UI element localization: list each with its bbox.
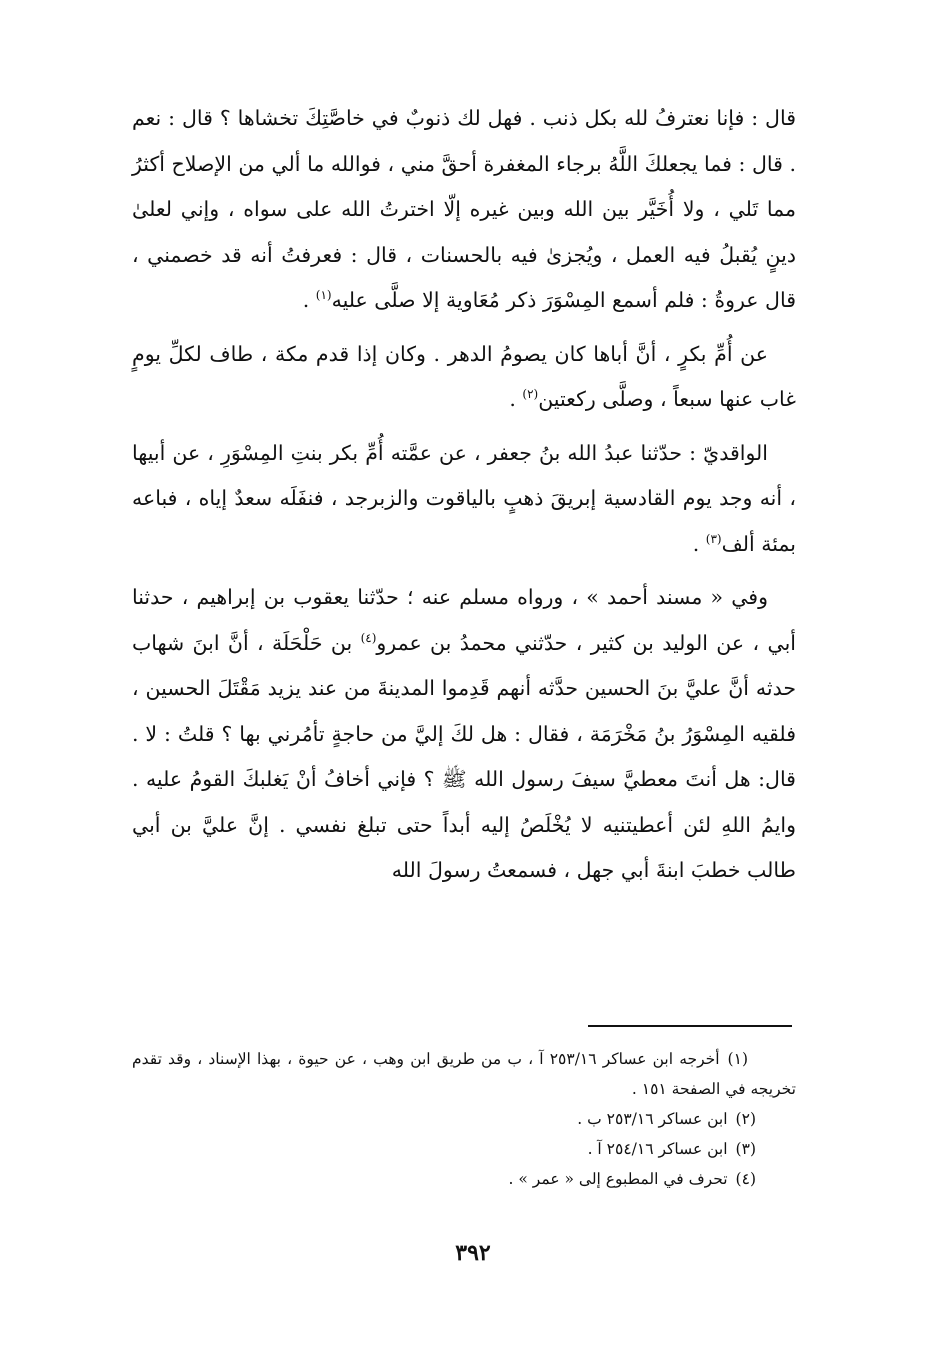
footnotes bbox=[132, 1044, 796, 1194]
paragraph-3-text: الواقديّ : حدّثنا عبدُ الله بنُ جعفر ، عن عمَّته أُمِّ بكر بنتِ المِسْوَرِ ، عن أبيها ، أنه وجد يوم القادسية إبريقَ ذهبٍ بالياقوت والزبرجد ، فنفَلَه سعدٌ إياه ، فباعه بمئة ألف bbox=[132, 440, 796, 556]
footnote-2-text: ابن عساكر ٢٥٣/١٦ ب . bbox=[577, 1110, 728, 1128]
footnote-divider bbox=[588, 1025, 792, 1027]
paragraph-1 bbox=[132, 96, 796, 324]
footnote-ref-4[interactable]: (٤) bbox=[360, 630, 377, 645]
footnote-3-number: (٣) bbox=[735, 1140, 756, 1158]
page-number: ٣٩٢ bbox=[455, 1240, 491, 1266]
main-text bbox=[132, 96, 796, 894]
footnote-2-number: (٢) bbox=[735, 1110, 756, 1128]
paragraph-4-end: بن حَلْحَلَة ، أنَّ ابنَ شهاب حدثه أنَّ عليَّ بنَ الحسين حدَّثه أنهم قَدِموا المدينةَ من عند يزيد مَقْتَلَ الحسين ، فلقيه المِسْوَرُ بنُ مَخْرَمَة ، فقال : هل لكَ إليَّ من حاجةٍ تأمُرني بها ؟ قلتُ : لا . قال: هل أنتَ معطيَّ سيفَ رسول الله ﷺ ؟ فإني أخافُ أنْ يَغلبكَ القومُ عليه . وايمُ اللهِ لئن أعطيتنيه لا يُخْلَصُ إليه أبداً حتى تبلغ نفسي . إنَّ عليَّ بن أبي طالب خطبَ ابنةَ أبي جهل ، فسمعتُ رسولَ الله bbox=[132, 630, 796, 882]
footnote-4-number: (٤) bbox=[735, 1170, 756, 1188]
footnote-4-text: تحرف في المطبوع إلى « عمر » . bbox=[508, 1170, 728, 1188]
footnote-2 bbox=[132, 1104, 796, 1134]
footnote-1 bbox=[132, 1044, 796, 1104]
footnote-1-number: (١) bbox=[727, 1050, 748, 1068]
paragraph-4-text: وفي « مسند أحمد » ، ورواه مسلم عنه ؛ حدّثنا يعقوب بن إبراهيم ، حدثنا أبي ، عن الوليد بن كثير ، حدّثني محمدُ بن عمرو bbox=[132, 585, 796, 655]
paragraph-1-text: قال : فإنا نعترفُ لله بكل ذنب . فهل لك ذنوبٌ في خاصَّتِكَ تخشاها ؟ قال : نعم . قال : فما يجعلكَ اللَّهُ برجاء المغفرة أحقَّ مني ، فوالله ما ألي من الإصلاح أكثرُ مما تَلي ، ولا أُخَيَّر بين الله وبين غيره إلّا اخترتُ الله على سواه ، وإني لعلىٰ دينٍ يُقبلُ فيه العمل ، ويُجزىٰ فيه بالحسنات ، قال : فعرفتُ أنه قد خصمني ، قال عروةُ : فلم أسمع المِسْوَرَ ذكر مُعَاوية إلا صلَّى عليه bbox=[132, 106, 796, 312]
footnote-ref-2[interactable]: (٢) bbox=[522, 387, 539, 402]
paragraph-2-end: . bbox=[509, 387, 523, 411]
paragraph-3-end: . bbox=[692, 531, 706, 556]
footnote-1-text: أخرجه ابن عساكر ٢٥٣/١٦ آ ، ب من طريق ابن وهب ، عن حيوة ، بهذا الإسناد ، وقد تقدم تخريجه في الصفحة ١٥١ . bbox=[132, 1050, 796, 1098]
paragraph-1-end: . bbox=[302, 288, 316, 312]
footnote-3-text: ابن عساكر ٢٥٤/١٦ آ . bbox=[587, 1140, 728, 1158]
paragraph-3 bbox=[132, 431, 796, 568]
paragraph-4 bbox=[132, 575, 796, 894]
footnote-ref-3[interactable]: (٣) bbox=[705, 531, 722, 546]
footnote-3 bbox=[132, 1134, 796, 1164]
paragraph-2 bbox=[132, 332, 796, 423]
footnote-ref-1[interactable]: (١) bbox=[315, 288, 332, 303]
paragraph-2-text: عن أُمِّ بكرٍ ، أنَّ أباها كان يصومُ الدهر . وكان إذا قدم مكة ، طاف لكلِّ يومٍ غاب عنها سبعاً ، وصلَّى ركعتين bbox=[132, 341, 796, 411]
footnote-4 bbox=[132, 1164, 796, 1194]
